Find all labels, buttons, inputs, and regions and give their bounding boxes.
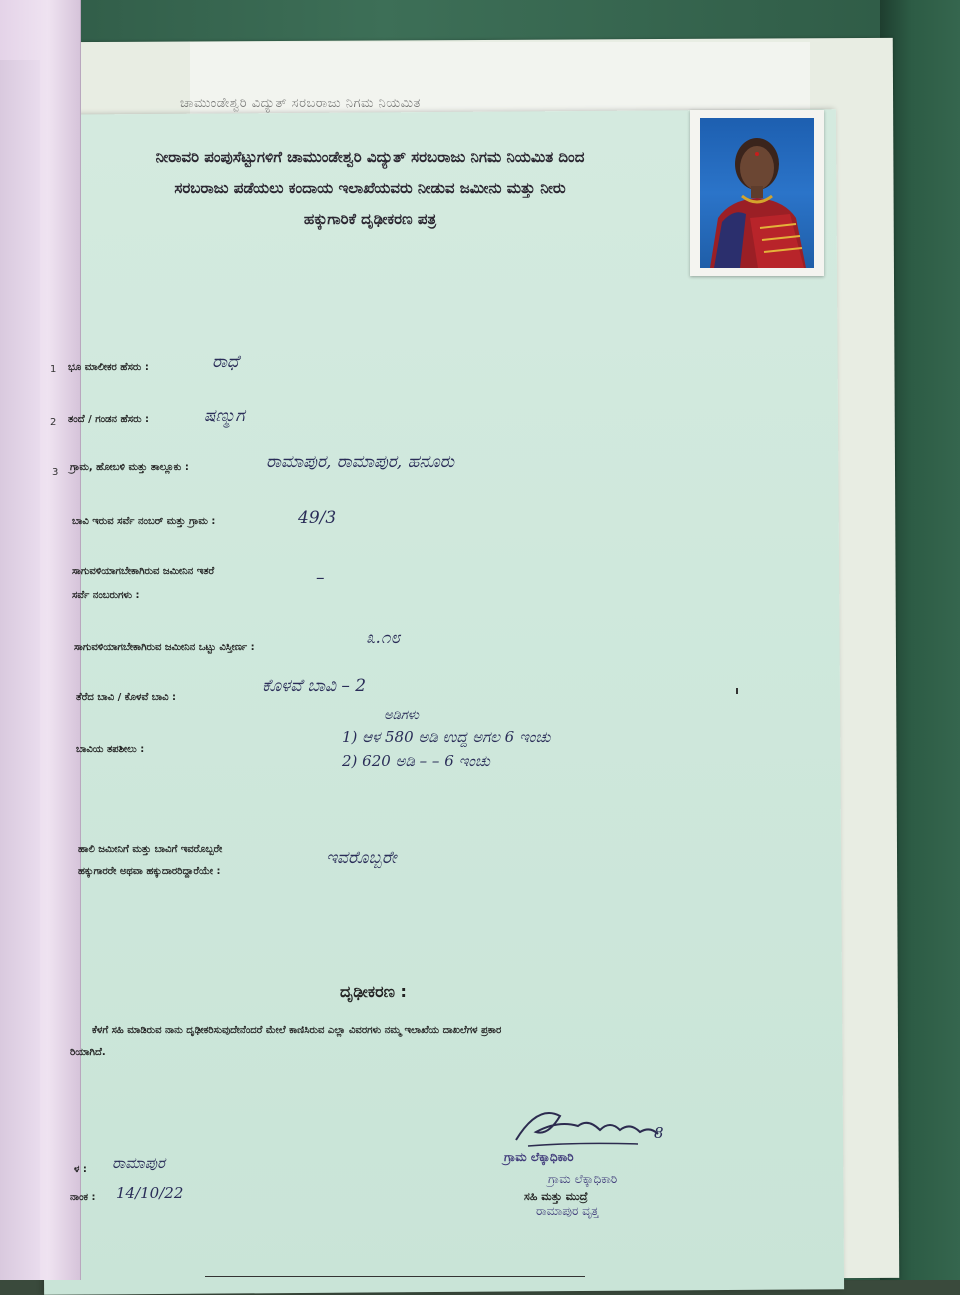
place-label: ಳ : xyxy=(74,1164,87,1175)
value-other-survey-numbers: – xyxy=(316,568,325,588)
pink-cover-inner xyxy=(0,60,40,1280)
value-owner-name: ರಾಧೆ xyxy=(212,352,239,372)
certification-line-2: ರಿಯಾಗಿದೆ. xyxy=(70,1047,106,1058)
document-title xyxy=(60,142,680,235)
pen-mark xyxy=(736,688,738,694)
stamp-line-4: ರಾಮಾಪುರ ವೃತ್ತ xyxy=(536,1204,599,1218)
label-total-extent: ಸಾಗುವಳಿಯಾಗಬೇಕಾಗಿರುವ ಜಮೀನಿನ ಒಟ್ಟು ವಿಸ್ತೀರ್ಣ : xyxy=(74,642,255,653)
label-other-survey-numbers: ಸಾಗುವಳಿಯಾಗಬೇಕಾಗಿರುವ ಜಮೀನಿನ ಇತರೆ xyxy=(72,566,215,577)
photo-image xyxy=(700,118,814,268)
value-well-type: ಕೊಳವೆ ಬಾವಿ – 2 xyxy=(262,676,367,696)
value-well-details-unit: ಅಡಿಗಳು xyxy=(384,708,419,723)
date-label: ನಾಂಕ : xyxy=(70,1192,96,1203)
bottom-rule xyxy=(205,1276,585,1277)
value-father-husband-name: ಷಣ್ಮುಗ xyxy=(204,406,245,426)
place-value: ರಾಮಾಪುರ xyxy=(112,1154,165,1172)
label-father-husband-name: ತಂದೆ / ಗಂಡನ ಹೆಸರು : xyxy=(68,414,150,425)
value-village-hobli-taluk: ರಾಮಾಪುರ, ರಾಮಾಪುರ, ಹನೂರು xyxy=(266,452,455,472)
row-number-1: 1 xyxy=(50,364,57,375)
stamp-line-2: ಗ್ರಾಮ ಲೆಕ್ಕಾಧಿಕಾರಿ xyxy=(548,1172,618,1186)
title-line-3: ಹಕ್ಕುಗಾರಿಕೆ ದೃಢೀಕರಣ ಪತ್ರ xyxy=(303,210,437,228)
certification-body xyxy=(70,1016,724,1068)
label-owner-name: ಭೂ ಮಾಲೀಕರ ಹೆಸರು : xyxy=(68,362,149,373)
certification-line-1: ಕೆಳಗೆ ಸಹಿ ಮಾಡಿರುವ ನಾನು ದೃಢೀಕರಿಸುವುದೇನೆಂದರೆ ಮೇಲೆ ಕಾಣಿಸಿರುವ ಎಲ್ಲಾ ವಿವರಗಳು ನಮ್ಮ ಇಲಾಖೆಯ ದಾಖಲೆಗಳ ಪ್ರಕಾರ xyxy=(92,1025,502,1036)
label-well-type: ತೆರೆದ ಬಾವಿ / ಕೊಳವೆ ಬಾವಿ : xyxy=(76,692,177,703)
applicant-photo xyxy=(690,110,824,276)
value-well-details-2: 2) 620 ಅಡಿ – – 6 ಇಂಚು xyxy=(342,752,490,770)
label-well-details: ಬಾವಿಯ ತಪಶೀಲು : xyxy=(76,744,145,755)
signature xyxy=(508,1096,678,1158)
label-other-survey-numbers-2: ಸರ್ವೆ ನಂಬರುಗಳು : xyxy=(72,590,140,601)
previous-page-header: ಚಾಮುಂಡೇಶ್ವರಿ ವಿದ್ಯುತ್ ಸರಬರಾಜು ನಿಗಮ ನಿಯಮಿತ xyxy=(180,96,421,111)
value-well-details-1: 1) ಆಳ 580 ಅಡಿ ಉದ್ದ ಅಗಲ 6 ಇಂಚು xyxy=(342,728,551,746)
value-total-extent: ೩.೧೮ xyxy=(366,628,400,648)
label-well-survey-number: ಬಾವಿ ಇರುವ ಸರ್ವೆ ನಂಬರ್ ಮತ್ತು ಗ್ರಾಮ : xyxy=(72,516,216,527)
label-sole-owner: ಹಾಲಿ ಜಮೀನಿಗೆ ಮತ್ತು ಬಾವಿಗೆ ಇವರೊಬ್ಬರೇ xyxy=(78,844,223,855)
date-value: 14/10/22 xyxy=(116,1184,184,1202)
title-line-1: ನೀರಾವರಿ ಪಂಪುಸೆಟ್ಟುಗಳಿಗೆ ಚಾಮುಂಡೇಶ್ವರಿ ವಿದ್ಯುತ್ ಸರಬರಾಜು ನಿಗಮ ನಿಯಮಿತ ದಿಂದ xyxy=(155,148,585,166)
stamp-line-3: ಸಹಿ ಮತ್ತು ಮುದ್ರೆ xyxy=(524,1190,588,1203)
stamp-line-1: ಗ್ರಾಮ ಲೆಕ್ಕಾಧಿಕಾರಿ xyxy=(504,1150,574,1164)
label-sole-owner-2: ಹಕ್ಕುಗಾರರೇ ಅಥವಾ ಹಕ್ಕುದಾರರಿದ್ದಾರೆಯೇ : xyxy=(78,866,221,877)
row-number-2: 2 xyxy=(50,417,57,428)
signature-date: 8 xyxy=(654,1124,664,1142)
portrait-illustration xyxy=(700,118,814,268)
label-village-hobli-taluk: ಗ್ರಾಮ, ಹೋಬಳಿ ಮತ್ತು ತಾಲ್ಲೂಕು : xyxy=(70,462,189,473)
title-line-2: ಸರಬರಾಜು ಪಡೆಯಲು ಕಂದಾಯ ಇಲಾಖೆಯವರು ನೀಡುವ ಜಮೀನು ಮತ್ತು ನೀರು xyxy=(174,179,566,197)
row-number-3: 3 xyxy=(52,467,59,478)
value-sole-owner: ಇವರೊಬ್ಬರೇ xyxy=(326,848,397,868)
certification-heading: ದೃಢೀಕರಣ : xyxy=(340,982,407,1001)
value-well-survey-number: 49/3 xyxy=(298,508,337,528)
